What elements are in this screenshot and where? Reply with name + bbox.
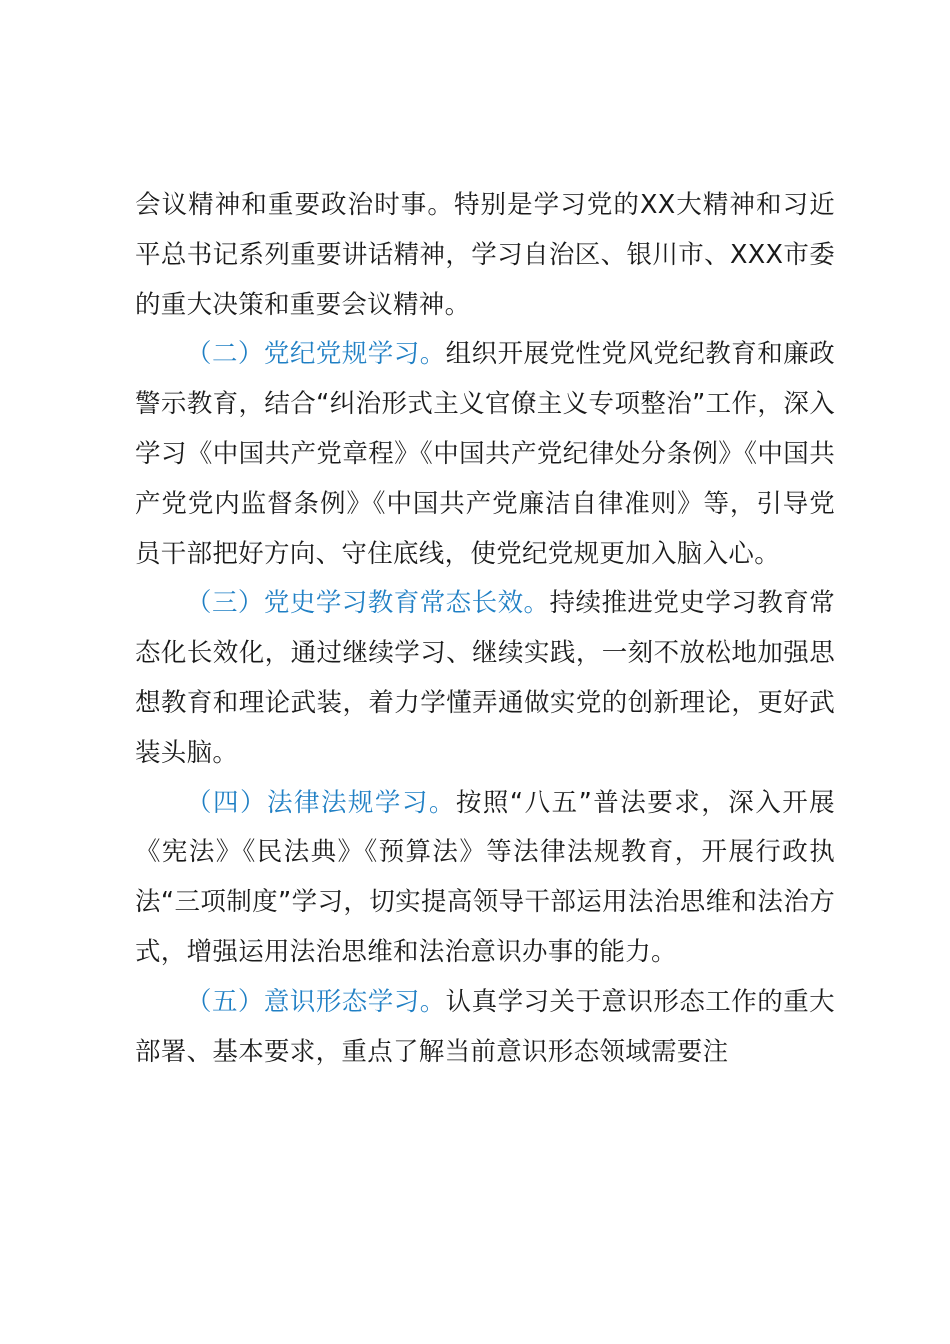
section-heading-5: （五）意识形态学习。 [186, 986, 446, 1017]
paragraph-continuation [135, 181, 835, 330]
section-heading-2: （二）党纪党规学习。 [186, 339, 446, 370]
document-body [135, 181, 835, 1077]
paragraph-text: 持续推进党史学习教育常态化长效化，通过继续学习、继续实践，一刻不放松地加强思想教育和理论武装，着力学懂弄通做实党的创新理论，更好武装头脑。 [135, 588, 835, 768]
paragraph-text: 组织开展党性党风党纪教育和廉政警示教育，结合“纠治形式主义官僚主义专项整治”工作，深入学习《中国共产党章程》《中国共产党纪律处分条例》《中国共产党党内监督条例》《中国共产党廉洁自律准则》等，引导党员干部把好方向、守住底线，使党纪党规更加入脑入心。 [135, 339, 835, 569]
paragraph-ideology [135, 978, 835, 1078]
paragraph-text: 认真学习关于意识形态工作的重大部署、基本要求，重点了解当前意识形态领域需要注 [135, 986, 835, 1067]
section-heading-4: （四）法律法规学习。 [186, 787, 456, 818]
section-heading-3: （三）党史学习教育常态长效。 [186, 588, 550, 619]
paragraph-text: 会议精神和重要政治时事。特别是学习党的XX大精神和习近平总书记系列重要讲话精神，学习自治区、银川市、XXX市委的重大决策和重要会议精神。 [135, 190, 835, 320]
paragraph-party-history [135, 579, 835, 778]
paragraph-text: 按照“八五”普法要求，深入开展《宪法》《民法典》《预算法》等法律法规教育，开展行政执法“三项制度”学习，切实提高领导干部运用法治思维和法治方式，增强运用法治思维和法治意识办事的能力。 [135, 787, 835, 967]
paragraph-laws [135, 779, 835, 978]
paragraph-party-discipline [135, 330, 835, 579]
